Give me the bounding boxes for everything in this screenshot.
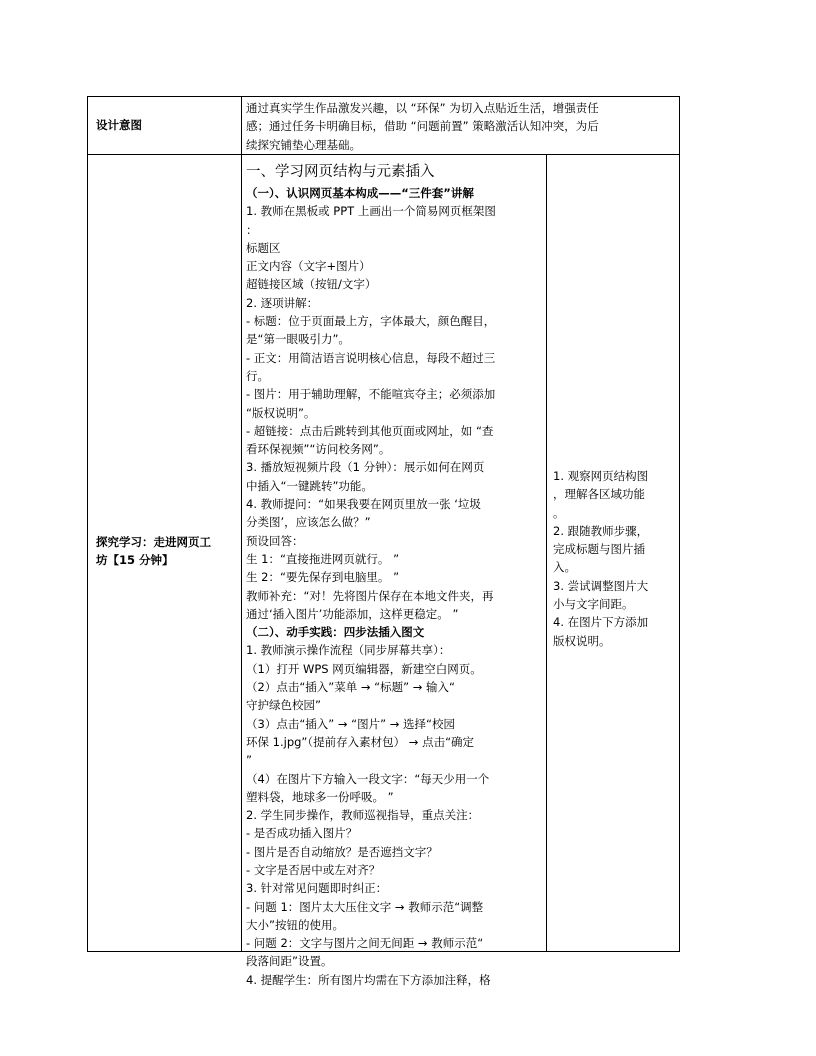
content-line: 通过‘插入图片’功能添加，这样更稳定。 ” [246, 606, 459, 621]
content-line: 生 2：“要先保存到电脑里。 ” [246, 570, 400, 585]
content-line: ” [246, 753, 252, 768]
content-line: - 正文：用简洁语言说明核心信息，每段不超过三 [246, 350, 496, 365]
content-line: ： [246, 222, 258, 237]
table-border-left [87, 96, 88, 952]
content-line: （2）点击“插入”菜单 → “标题” → 输入“ [246, 680, 455, 695]
content-line: - 问题 2：文字与图片之间无间距 → 教师示范“ [246, 936, 484, 951]
text-line: 入。 [553, 560, 576, 575]
subsection-heading: （一）、认识网页基本构成——“三件套”讲解 [246, 186, 474, 200]
text-line: ，理解各区域功能 [553, 487, 645, 502]
content-line: 3. 播放短视频片段（1 分钟）：展示如何在网页 [246, 460, 485, 475]
text-line: 小与文字间距。 [553, 597, 634, 612]
text-line: 探究学习：走进网页工 [96, 535, 211, 549]
content-line: 生 1：“直接拖进网页就行。 ” [246, 551, 400, 566]
inquiry-learning-label [96, 533, 211, 570]
content-line: 教师补充：“对！先将图片保存在本地文件夹，再 [246, 588, 494, 603]
content-line: 正文内容（文字+图片） [246, 259, 371, 274]
lesson-plan-table [87, 96, 680, 987]
content-line: 塑料袋，地球多一份呼吸。 ” [246, 789, 394, 804]
column-divider-2 [546, 154, 547, 952]
table-border-top [87, 96, 680, 97]
table-border-right [679, 96, 680, 952]
text-line: 3. 尝试调整图片大 [553, 578, 649, 593]
column-divider-1 [241, 96, 242, 952]
content-line: 是“第一眼吸引力”。 [246, 332, 350, 347]
content-line: - 超链接：点击后跳转到其他页面或网址，如 “查 [246, 423, 494, 438]
text-line: 1. 观察网页结构图 [553, 469, 649, 483]
content-line: 行。 [246, 368, 269, 383]
text-line: 坊【15 分钟】 [96, 553, 174, 568]
text-line: 2. 跟随教师步骤， [553, 523, 649, 538]
text-line: 续探究铺垫心理基础。 [246, 137, 361, 152]
content-line: - 问题 1：图片太大压住文字 → 教师示范“调整 [246, 899, 484, 914]
content-line: 4. 提醒学生：所有图片均需在下方添加注释，格 [246, 972, 491, 987]
design-intent-text [246, 99, 599, 154]
content-line: 大小”按钮的使用。 [246, 917, 344, 932]
content-line: 4. 教师提问：“如果我要在网页里放一张 ‘垃圾 [246, 497, 481, 512]
content-line: 分类图’，应该怎么做？” [246, 515, 371, 530]
content-line: - 图片是否自动缩放？是否遮挡文字？ [246, 844, 438, 859]
design-intent-label: 设计意图 [96, 118, 142, 132]
content-line: 看环保视频”“访问校务网”。 [246, 442, 391, 457]
content-line: - 图片：用于辅助理解，不能喧宾夺主；必须添加 [246, 387, 496, 402]
text-line: 。 [553, 505, 565, 520]
content-line: 1. 教师演示操作流程（同步屏幕共享）： [246, 643, 451, 658]
content-line: 2. 逐项讲解： [246, 295, 319, 310]
content-line: 段落间距”设置。 [246, 954, 333, 969]
teaching-content [246, 162, 496, 989]
text-line: 完成标题与图片插 [553, 542, 645, 557]
content-line: 超链接区域（按钮/文字） [246, 277, 377, 292]
text-line: 通过真实学生作品激发兴趣，以 “环保” 为切入点贴近生活，增强责任 [246, 101, 599, 115]
content-line: 3. 针对常见问题即时纠正： [246, 881, 388, 896]
content-line: “版权说明”。 [246, 405, 316, 420]
content-line: 2. 学生同步操作，教师巡视指导，重点关注： [246, 808, 480, 823]
student-activity [553, 467, 648, 650]
content-line: （1）打开 WPS 网页编辑器，新建空白网页。 [246, 661, 482, 676]
section-title: 一、学习网页结构与元素插入 [246, 164, 435, 180]
content-line: 中插入“一键跳转”功能。 [246, 478, 373, 493]
content-line: 环保 1.jpg”（提前存入素材包） → 点击“确定 [246, 734, 475, 749]
content-line: 1. 教师在黑板或 PPT 上画出一个简易网页框架图 [246, 204, 496, 219]
text-line: 感；通过任务卡明确目标，借助 “问题前置” 策略激活认知冲突，为后 [246, 119, 599, 134]
text-line: 版权说明。 [553, 633, 611, 648]
subsection-heading: （二）、动手实践：四步法插入图文 [246, 625, 425, 640]
content-line: - 是否成功插入图片？ [246, 826, 358, 841]
content-line: 守护绿色校园” [246, 698, 321, 713]
text-line: 4. 在图片下方添加 [553, 615, 649, 630]
row-divider [87, 154, 680, 155]
content-lines [246, 184, 496, 989]
content-line: - 文字是否居中或左对齐？ [246, 862, 381, 877]
content-line: 标题区 [246, 240, 281, 255]
content-line: （4）在图片下方输入一段文字：“每天少用一个 [246, 771, 490, 786]
content-line: （3）点击“插入” → “图片” → 选择“校园 [246, 716, 455, 731]
content-line: 预设回答： [246, 533, 304, 548]
content-line: - 标题：位于页面最上方，字体最大，颜色醒目， [246, 314, 496, 329]
